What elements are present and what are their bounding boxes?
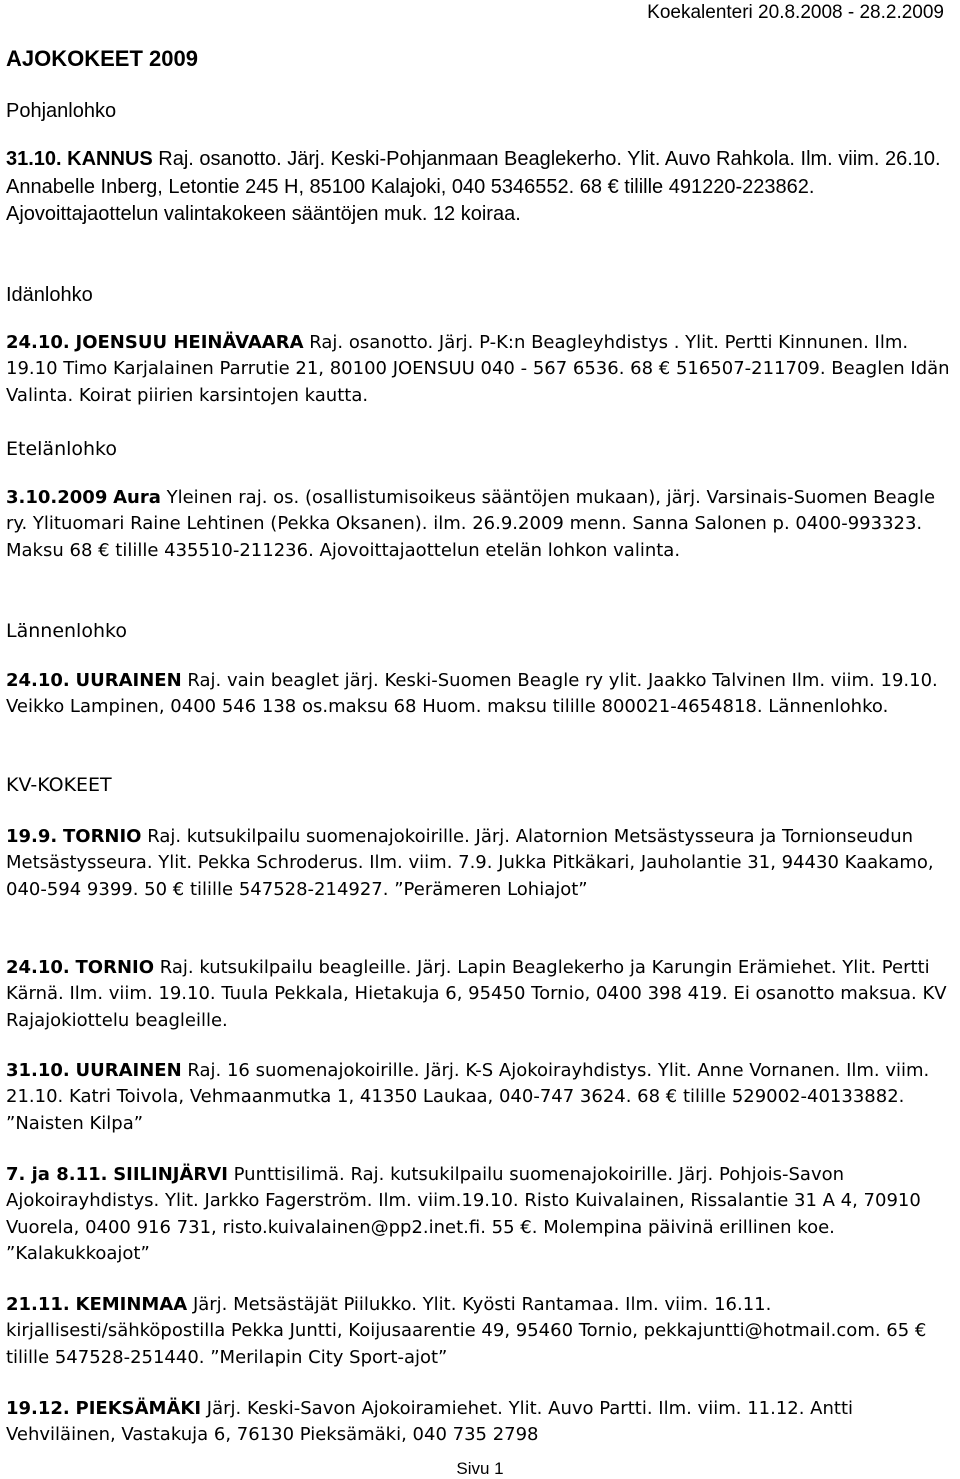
section-lannenlohko: Lännenlohko — [6, 620, 127, 642]
event-place: UURAINEN — [75, 1060, 182, 1081]
event-entry — [6, 146, 956, 229]
event-date: 19.9. — [6, 826, 58, 847]
section-idanlohko: Idänlohko — [6, 284, 93, 306]
event-place: TORNIO — [75, 957, 155, 978]
section-etelanlohko: Etelänlohko — [6, 438, 118, 460]
clipped-entry-container — [0, 1394, 960, 1446]
event-details: Raj. kutsukilpailu beagleille. Järj. Lapin Beaglekerho ja Karungin Erämiehet. Ylit. Pertti Kärnä. Ilm. viim. 19.10. Tuula Pekkala, Hietakuja 6, 95450 Tornio, 0400 398 419. Ei osanotto maksua. KV Rajajokiottelu beagleille. — [6, 957, 947, 1031]
event-entry — [6, 1292, 956, 1371]
event-date: 24.10. — [6, 957, 70, 978]
event-entry — [6, 330, 956, 409]
event-entry — [6, 1396, 956, 1449]
event-details: Raj. kutsukilpailu suomenajokoirille. Järj. Alatornion Metsästysseura ja Tornionseudun Metsästysseura. Ylit. Pekka Schroderus. Ilm. viim. 7.9. Jukka Pitkäkari, Jauholantie 31, 94430 Kaakamo, 040-594 9399. 50 € tilille 547528-214927. ”Perämeren Lohiajot” — [6, 826, 934, 900]
event-date: 31.10. — [6, 148, 62, 170]
event-date: 19.12. — [6, 1398, 70, 1419]
event-entry — [6, 668, 956, 721]
event-details: Järj. Metsästäjät Piilukko. Ylit. Kyösti Rantamaa. Ilm. viim. 16.11. kirjallisesti/sähköpostilla Pekka Juntti, Koijusaarentie 49, 95460 Tornio, pekkajuntti@hotmail.com. 65 € tilille 547528-251440. ”Merilapin City Sport-ajot” — [6, 1294, 927, 1368]
event-date: 24.10. — [6, 332, 70, 353]
calendar-header: Koekalenteri 20.8.2008 - 28.2.2009 — [647, 2, 944, 23]
event-date: 24.10. — [6, 670, 70, 691]
event-entry — [6, 1162, 956, 1268]
event-place: KEMINMAA — [75, 1294, 188, 1315]
event-place: PIEKSÄMÄKI — [75, 1398, 202, 1419]
event-details: Raj. osanotto. Järj. Keski-Pohjanmaan Beaglekerho. Ylit. Auvo Rahkola. Ilm. viim. 26.10. Annabelle Inberg, Letontie 245 H, 85100 Kalajoki, 040 5346552. 68 € tilille 491220-223862. Ajovoittajaottelun valintakokeen sääntöjen muk. 12 koiraa. — [6, 148, 941, 225]
event-place: Aura — [113, 487, 161, 508]
event-place: KANNUS — [67, 148, 153, 170]
page-number: Sivu 1 — [456, 1459, 504, 1478]
page-title: AJOKOKEET 2009 — [6, 46, 198, 71]
section-pohjanlohko: Pohjanlohko — [6, 100, 117, 122]
event-entry — [6, 824, 956, 903]
event-details: Yleinen raj. os. (osallistumisoikeus sääntöjen mukaan), järj. Varsinais-Suomen Beagle ry. Ylituomari Raine Lehtinen (Pekka Oksanen). ilm. 26.9.2009 menn. Sanna Salonen p. 0400-993323. Maksu 68 € tilille 435510-211236. Ajovoittajaottelun etelän lohkon valinta. — [6, 487, 936, 561]
event-date: 31.10. — [6, 1060, 70, 1081]
event-place: TORNIO — [62, 826, 142, 847]
event-entry — [6, 1058, 956, 1137]
event-date: 21.11. — [6, 1294, 70, 1315]
event-details: Raj. vain beaglet järj. Keski-Suomen Beagle ry ylit. Jaakko Talvinen Ilm. viim. 19.10. Veikko Lampinen, 0400 546 138 os.maksu 68 Huom. maksu tilille 800021-4654818. Lännenlohko. — [6, 670, 938, 718]
event-details: Raj. 16 suomenajokoirille. Järj. K-S Ajokoirayhdistys. Ylit. Anne Vornanen. Ilm. viim. 21.10. Katri Toivola, Vehmaanmutka 1, 41350 Laukaa, 040-747 3624. 68 € tilille 529002-40133882. ”Naisten Kilpa” — [6, 1060, 930, 1134]
event-details: Raj. osanotto. Järj. P-K:n Beagleyhdistys . Ylit. Pertti Kinnunen. Ilm. 19.10 Timo Karjalainen Parrutie 21, 80100 JOENSUU 040 - 567 6536. 68 € 516507-211709. Beaglen Idän Valinta. Koirat piirien karsintojen kautta. — [6, 332, 950, 406]
event-entry — [6, 955, 956, 1034]
section-kv-kokeet: KV-KOKEET — [6, 774, 112, 796]
event-entry — [6, 485, 956, 564]
event-place: UURAINEN — [75, 670, 182, 691]
event-details: Järj. Keski-Savon Ajokoiramiehet. Ylit. Auvo Partti. Ilm. viim. 11.12. Antti Vehviläinen, Vastakuja 6, 76130 Pieksämäki, 040 735 2798 — [6, 1398, 854, 1446]
event-details: Punttisilimä. Raj. kutsukilpailu suomenajokoirille. Järj. Pohjois-Savon Ajokoirayhdistys. Ylit. Jarkko Fagerström. Ilm. viim.19.10. Risto Kuivalainen, Rissalantie 31 A 4, 70910 Vuorela, 0400 916 731, risto.kuivalainen@pp2.inet.fi. 55 €. Molempina päivinä erillinen koe. ”Kalakukkoajot” — [6, 1164, 921, 1265]
event-date: 3.10.2009 — [6, 487, 108, 508]
event-place: SIILINJÄRVI — [113, 1164, 228, 1185]
event-date: 7. ja 8.11. — [6, 1164, 108, 1185]
event-place: JOENSUU HEINÄVAARA — [75, 332, 304, 353]
